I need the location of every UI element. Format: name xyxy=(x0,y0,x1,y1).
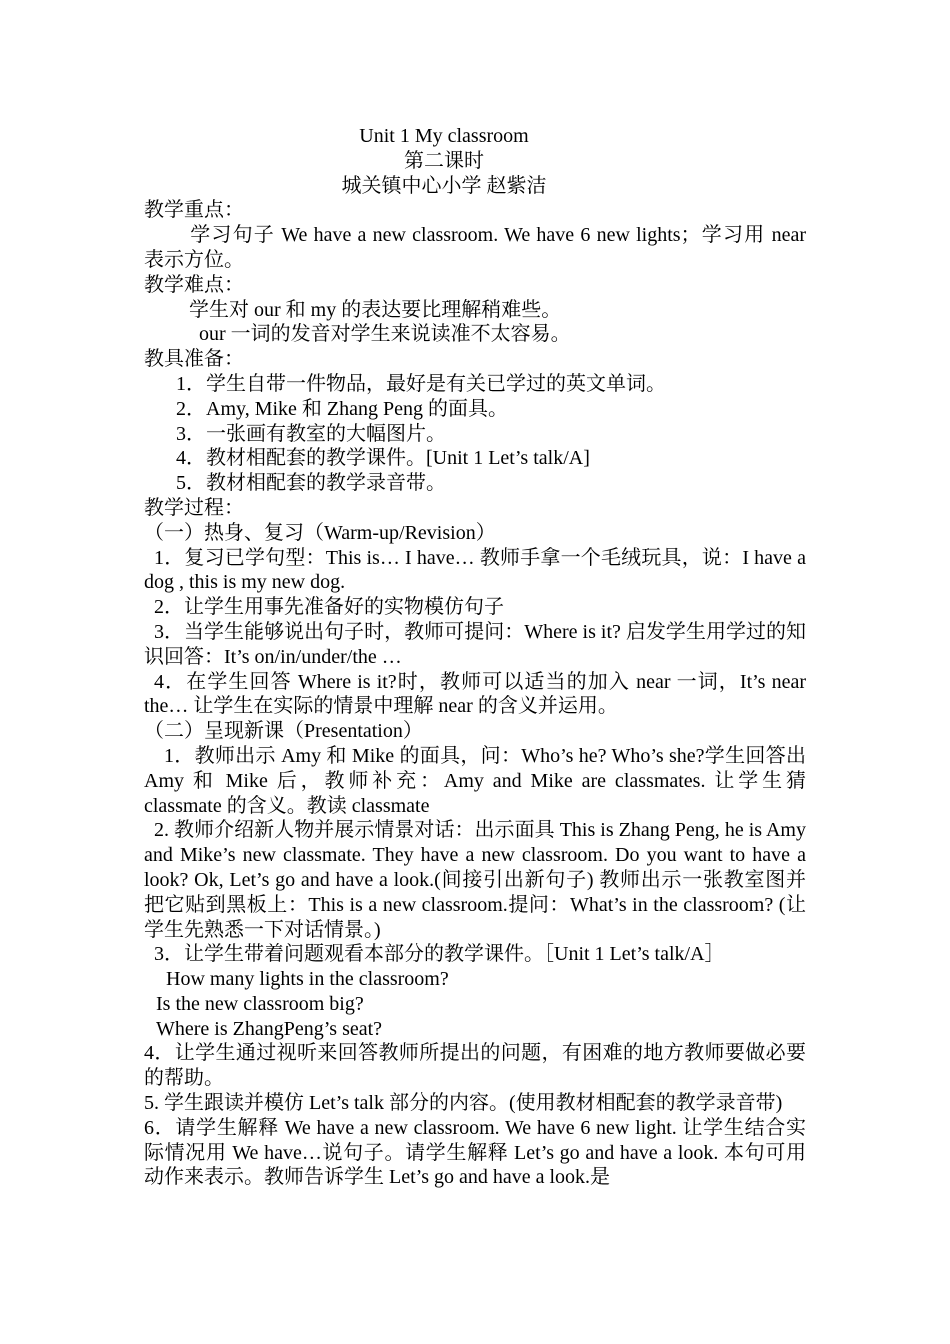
part1-step xyxy=(144,670,806,720)
part1-step-text: 3．当学生能够说出句子时，教师可提问：Where is it? 启发学生用学过的知识回答：It’s on/in/under/the … xyxy=(144,620,806,668)
document-title: Unit 1 My classroom xyxy=(359,125,529,147)
materials-item: 1．学生自带一件物品，最好是有关已学过的英文单词。 xyxy=(176,372,666,395)
question-item: Where is ZhangPeng’s seat? xyxy=(156,1017,383,1040)
part2-step-2-text: 2. 教师介绍新人物并展示情景对话：出示面具 This is Zhang Peng, he is Amy and Mike’s new classmate. They have a new classroom. Do you want to have a look? Ok, Let’s go and have a look.(间接引出新句子) 教师出示一张教室图并把它贴到黑板上：This is a new classroom.提问：What’s in the classroom? (让学生先熟悉一下对话情景。) xyxy=(144,819,806,941)
difficulty-line-2: our 一词的发音对学生来说读准不太容易。 xyxy=(199,323,571,346)
materials-item: 2．Amy, Mike 和 Zhang Peng 的面具。 xyxy=(176,397,509,420)
difficulty-line-1: 学生对 our 和 my 的表达要比理解稍难些。 xyxy=(189,298,562,321)
materials-item: 3．一张画有教室的大幅图片。 xyxy=(176,422,446,445)
focus-text-content: 学习句子 We have a new classroom. We have 6 new lights；学习用 near 表示方位。 xyxy=(144,224,806,271)
focus-text xyxy=(144,223,806,273)
part1-step xyxy=(144,546,806,596)
part1-heading: （一）热身、复习（Warm-up/Revision） xyxy=(144,521,496,544)
part1-step-text: 4．在学生回答 Where is it?时，教师可以适当的加入 near 一词，It’s near the… 让学生在实际的情景中理解 near 的含义并运用。 xyxy=(144,670,806,718)
part2-step-4: 4．让学生通过视听来回答教师所提出的问题，有困难的地方教师要做必要的帮助。 xyxy=(144,1042,806,1090)
focus-heading: 教学重点： xyxy=(144,199,244,222)
materials-item: 4．教材相配套的教学课件。[Unit 1 Let’s talk/A] xyxy=(176,447,590,470)
part1-step-text: 1．复习已学句型：This is… I have… 教师手拿一个毛绒玩具，说：I have a dog , this is my new dog. xyxy=(144,546,806,594)
materials-item: 5．教材相配套的教学录音带。 xyxy=(176,472,446,495)
question-item: Is the new classroom big? xyxy=(156,992,364,1015)
part1-step xyxy=(144,620,806,670)
part2-step-5: 5. 学生跟读并模仿 Let’s talk 部分的内容。(使用教材相配套的教学录音带) xyxy=(144,1092,783,1115)
materials-heading: 教具准备： xyxy=(144,348,244,371)
part2-step-1-text: 1．教师出示 Amy 和 Mike 的面具，问：Who’s he? Who’s she?学生回答出 Amy 和 Mike 后，教师补充：Amy and Mike are classmates. 让学生猜 classmate 的含义。教读 classmate xyxy=(144,744,806,817)
process-heading: 教学过程： xyxy=(144,496,244,519)
difficulty-heading: 教学难点： xyxy=(144,273,244,296)
part1-step: 2．让学生用事先准备好的实物模仿句子 xyxy=(154,596,504,619)
lesson-number: 第二课时 xyxy=(404,149,484,172)
part2-heading: （二）呈现新课（Presentation） xyxy=(144,720,423,743)
part2-step-6: 6．请学生解释 We have a new classroom. We have 6 new light. 让学生结合实际情况用 We have…说句子。请学生解释 Let’s go and have a look. 本句可用动作来表示。教师告诉学生 Let’s go and have a look.是 xyxy=(144,1116,806,1189)
question-item: How many lights in the classroom? xyxy=(166,968,449,991)
author-line: 城关镇中心小学 赵紫洁 xyxy=(341,174,547,197)
part2-step-2 xyxy=(144,818,806,942)
part2-step-3: 3．让学生带着问题观看本部分的教学课件。［Unit 1 Let’s talk/A］ xyxy=(154,943,725,966)
lesson-plan-document xyxy=(144,124,806,1190)
part2-step-1 xyxy=(144,744,806,818)
